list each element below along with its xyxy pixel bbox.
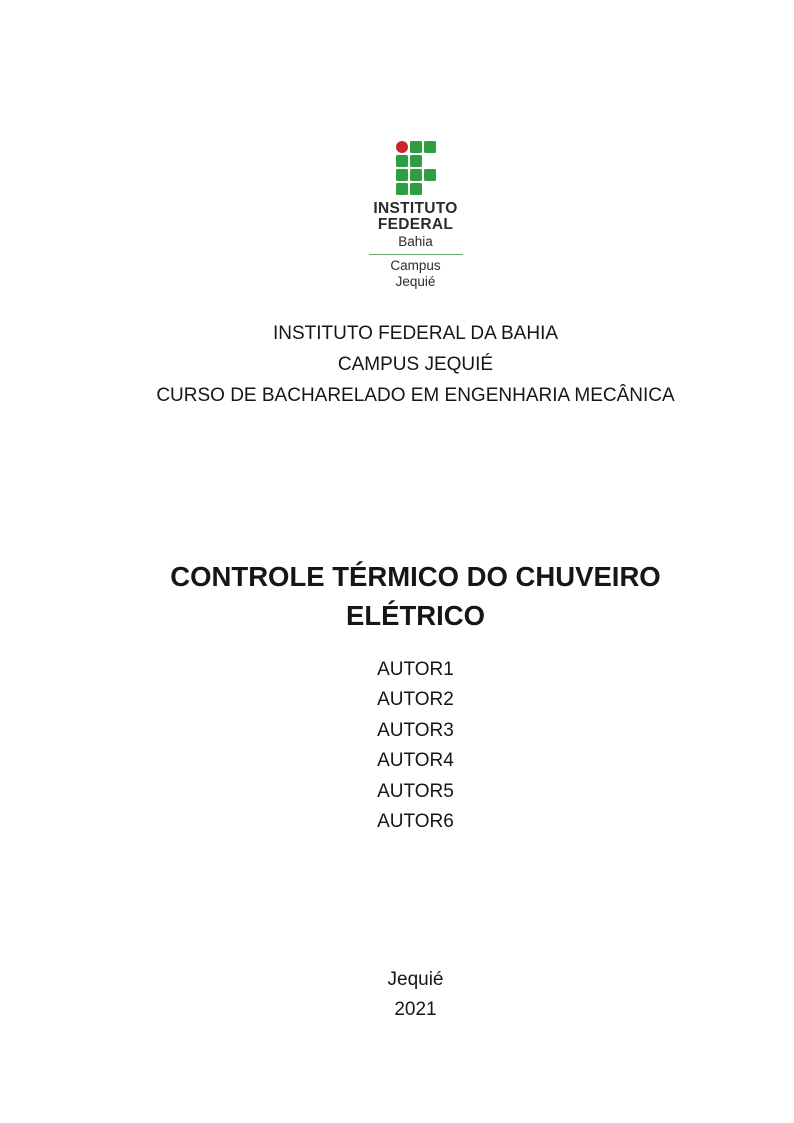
ifba-logo: [113, 141, 718, 289]
logo-green-square: [410, 155, 422, 167]
footer-year: 2021: [394, 999, 437, 1020]
author-name: AUTOR1: [377, 659, 454, 680]
footer-city: Jequié: [387, 969, 444, 990]
logo-green-square: [424, 141, 436, 153]
logo-green-square: [396, 169, 408, 181]
institution-line: CAMPUS JEQUIÉ: [337, 354, 494, 375]
institution-line: CURSO DE BACHARELADO EM ENGENHARIA MECÂNICA: [156, 385, 675, 406]
logo-red-dot-icon: [396, 141, 408, 153]
author-name: AUTOR5: [377, 780, 454, 802]
document-title: CONTROLE TÉRMICO DO CHUVEIRO ELÉTRICO: [170, 561, 661, 631]
footer-block: [113, 965, 718, 1025]
logo-campus-line2: Jequié: [395, 273, 436, 289]
logo-wordmark: [373, 201, 457, 232]
logo-green-square: [424, 169, 436, 181]
institution-heading: [113, 318, 718, 411]
logo-wordmark-line1: INSTITUTO: [373, 200, 458, 217]
logo-wordmark-line2: FEDERAL: [377, 215, 454, 233]
logo-campus-label: [390, 258, 440, 289]
logo-empty-cell: [424, 155, 436, 167]
author-name: AUTOR2: [377, 689, 454, 711]
logo-campus-line1: Campus: [390, 258, 441, 273]
logo-empty-cell: [424, 183, 436, 195]
institution-line: INSTITUTO FEDERAL DA BAHIA: [272, 323, 559, 344]
author-name: AUTOR3: [377, 719, 454, 741]
logo-green-square: [410, 141, 422, 153]
author-name: AUTOR4: [377, 750, 454, 772]
logo-state-label: Bahia: [398, 234, 433, 249]
logo-green-square: [396, 183, 408, 195]
logo-green-square: [410, 169, 422, 181]
logo-divider-line: [369, 254, 463, 255]
logo-green-square: [410, 183, 422, 195]
authors-list: [113, 655, 718, 837]
logo-green-square: [396, 155, 408, 167]
author-name: AUTOR6: [377, 811, 454, 833]
if-logo-grid: [396, 141, 436, 195]
content-column: [113, 0, 718, 1123]
